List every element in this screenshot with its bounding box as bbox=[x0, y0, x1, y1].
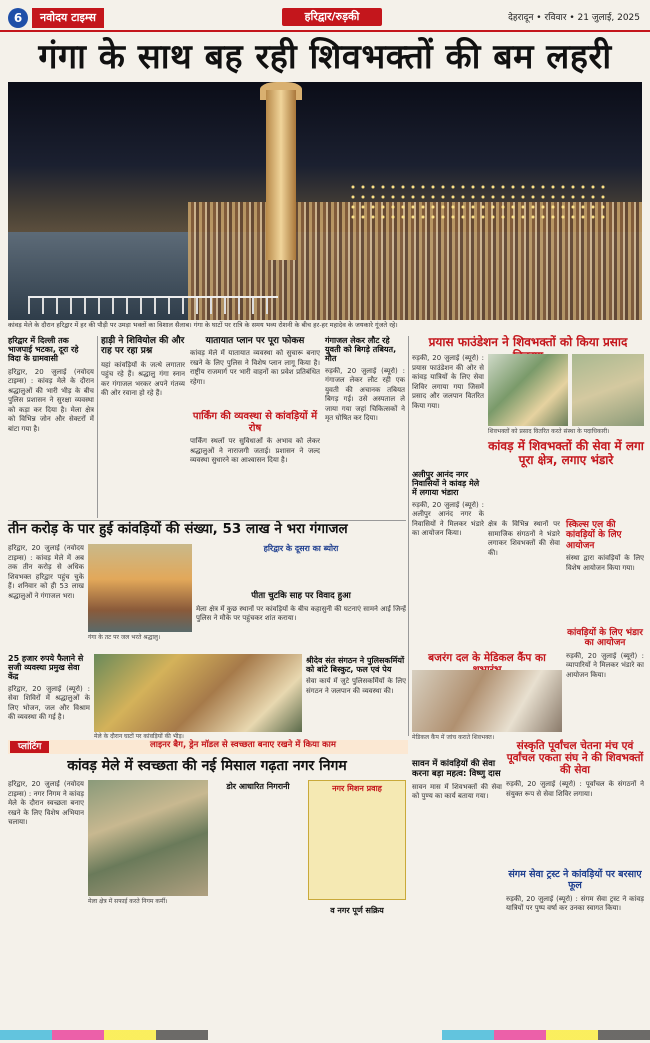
section-tag: हरिद्वार/रुड़की bbox=[282, 8, 382, 26]
sidebar-box bbox=[308, 780, 406, 900]
clock-tower bbox=[266, 90, 296, 260]
article-headline: कांवड़ मेले में स्वच्छता की नई मिसाल गढ़ता नगर निगम bbox=[67, 758, 347, 774]
photo-devotees-river bbox=[88, 544, 192, 632]
photo-caption: शिवभक्तों को प्रसाद वितरित करते संस्था के पदाधिकारी। bbox=[488, 428, 610, 435]
section-rule bbox=[8, 520, 406, 521]
article-a7 bbox=[8, 654, 90, 743]
article-headline: 25 हजार रुपये फैलाने से सजी व्यवस्था प्रमुख सेवा केंद्र bbox=[8, 654, 84, 682]
article-headline: प्रयास फाउंडेशन ने शिवभक्तों को किया प्रसाद bbox=[428, 335, 628, 349]
article-body: यहां कांवड़ियों के जत्थे लगातार पहुंच रहे हैं। श्रद्धालु गंगा स्नान कर गंगाजल भरकर अपने गंतव्य की ओर रवाना हो रहे हैं। bbox=[101, 360, 185, 398]
article-body: हरिद्वार, 20 जुलाई (ब्यूरो) : सेवा शिविरों में श्रद्धालुओं के लिए भोजन, जल और विश्राम की व्यवस्था की गई है। bbox=[8, 684, 90, 722]
article-headline: संस्कृति पूर्वांचल चेतना मंच एवं पूर्वांचल एकता संघ ने की शिवभक्तों की सेवा bbox=[506, 740, 644, 777]
article-headline: बजरंग दल के मेडिकल कैंप का bbox=[428, 652, 546, 664]
article-headline: श्रीदेव संत संगठन ने पुलिसकर्मियों को बांटे बिस्कुट, फल एवं पेय bbox=[306, 656, 405, 675]
page-number: 6 bbox=[8, 8, 28, 28]
article-a14 bbox=[306, 656, 406, 723]
masthead bbox=[0, 6, 650, 30]
photo-caption: गंगा के तट पर जल भरते श्रद्धालु। bbox=[88, 634, 161, 641]
column-rule bbox=[408, 336, 409, 736]
article-a8-body: रुड़की, 20 जुलाई (ब्यूरो) : प्रयास फाउंडेशन की ओर से कांवड़ यात्रियों के लिए सेवा शिविर लगाया गया जिसमें प्रसाद और जलपान वितरित किया गया। bbox=[412, 354, 484, 410]
article-a15 bbox=[412, 760, 502, 983]
article-headline: गंगाजल लेकर लौट रहे युवती को बिगड़े तबियत, मौत bbox=[325, 336, 397, 364]
article-body: सावन मास में शिवभक्तों की सेवा को पुण्य का कार्य बताया गया। bbox=[412, 782, 502, 801]
print-registration-marks bbox=[0, 1030, 650, 1040]
article-headline: यातायात प्लान पर पूरा फोकस bbox=[205, 336, 305, 346]
article-headline: कांवड़ में शिवभक्तों की सेवा में लगा पूरा क्षेत्र, लगाए भंडारे bbox=[488, 439, 644, 467]
article-a3 bbox=[190, 336, 320, 497]
photo-prasad-distribution bbox=[488, 354, 568, 426]
article-body: हरिद्वार, 20 जुलाई (नवोदय टाइम्स) : कांवड़ मेले के दौरान श्रद्धालुओं की भारी भीड़ के बीच पुलिस प्रशासन ने सुरक्षा व्यवस्था को कड़ा कर दिया है। मेला क्षेत्र को विभिन्न जोन और सेक्टरों में बांटा गया है। bbox=[8, 367, 94, 433]
photo-medical-camp bbox=[412, 670, 562, 732]
dateline: देहरादून • रविवार • 21 जुलाई, 2025 bbox=[508, 13, 640, 23]
article-a18-body: हरिद्वार, 20 जुलाई (नवोदय टाइम्स) : नगर निगम ने कांवड़ मेले के दौरान स्वच्छता बनाए रखने के लिए विशेष अभियान चलाया। bbox=[8, 780, 84, 826]
article-body: रुड़की, 20 जुलाई (ब्यूरो) : व्यापारियों ने मिलकर भंडारे का आयोजन किया। bbox=[566, 651, 644, 679]
article-subhead: व नगर पूर्ण सक्रिय bbox=[330, 906, 384, 915]
article-a6-sub bbox=[196, 544, 406, 553]
hero-caption: कांवड़ मेले के दौरान हरिद्वार में हर की पौड़ी पर उमड़ा भक्तों का विशाल सैलाब। गंगा के घाटों पर रात्रि के समय भव्य रोशनी के बीच हर-हर महादेव के जयकारे गूंजते रहे। bbox=[8, 321, 398, 329]
article-body-2: पार्किंग स्थलों पर सुविधाओं के अभाव को लेकर श्रद्धालुओं ने नाराजगी जताई। प्रशासन ने जल्द व्यवस्था सुधारने का आश्वासन दिया है। bbox=[190, 437, 320, 465]
hero-photo bbox=[8, 82, 642, 320]
article-headline: स्किल्स एल की कांवड़ियों के लिए आयोजन bbox=[566, 520, 622, 551]
photo-volunteers bbox=[572, 354, 644, 426]
article-a10 bbox=[412, 470, 484, 641]
article-headline: अलीपुर आनंद नगर निवासियों ने कांवड़ मेले में लगाया भंडारा bbox=[412, 470, 480, 498]
article-body: रुड़की, 20 जुलाई (ब्यूरो) : गंगाजल लेकर लौट रही एक युवती की अचानक तबियत बिगड़ गई। उसे अस्पताल ले जाया गया जहां चिकित्सकों ने मृत घोषित कर दिया। bbox=[325, 366, 405, 423]
article-kicker: लाइनर बैग, ड्रेन मॉडल से स्वच्छता बनाए रखने में किया काम bbox=[150, 740, 336, 750]
column-rule bbox=[97, 336, 98, 518]
article-a11 bbox=[566, 520, 644, 634]
bridge bbox=[28, 296, 278, 314]
article-a9-body: क्षेत्र के विभिन्न स्थानों पर सामाजिक संगठनों ने भंडारे लगाकर शिवभक्तों की सेवा की। bbox=[488, 520, 560, 557]
lights bbox=[348, 182, 608, 222]
photo-cleaning-staff bbox=[88, 780, 208, 896]
article-a6b bbox=[196, 592, 406, 645]
masthead-rule bbox=[0, 30, 650, 32]
article-body: सेवा कार्य में जुटे पुलिसकर्मियों के लिए संगठन ने जलपान की व्यवस्था की। bbox=[306, 677, 406, 695]
article-body: कांवड़ मेले में यातायात व्यवस्था को सुचारू बनाए रखने के लिए पुलिस ने विशेष प्लान लागू किया है। राष्ट्रीय राजमार्ग पर भारी वाहनों का प्रवेश प्रतिबंधित रहेगा। bbox=[190, 349, 320, 386]
article-headline: हरिद्वार में दिल्ली तक भाजपाई भटका, दूरा रहे विदा के ग्रामवासी bbox=[8, 336, 79, 364]
photo-caption: मेडिकल कैंप में जांच कराते शिवभक्त। bbox=[412, 734, 495, 741]
article-headline: सावन में कांवड़ियों की सेवा करना बड़ा महत्व: विष्णु दास bbox=[412, 759, 501, 779]
photo-caption: मेला क्षेत्र में सफाई करते निगम कर्मी। bbox=[88, 898, 168, 905]
photo-caption: मेले के दौरान घाटों पर कांवड़ियों की भीड़। bbox=[94, 733, 184, 740]
article-headline: तीन करोड़ के पार हुई कांवड़ियों की संख्या, 53 लाख ने भरा गंगाजल bbox=[8, 521, 348, 537]
article-body: रुड़की, 20 जुलाई (ब्यूरो) : पूर्वांचल के संगठनों ने संयुक्त रूप से सेवा शिविर लगाया। bbox=[506, 780, 644, 798]
article-a18-sub1 bbox=[212, 782, 304, 791]
article-a9 bbox=[488, 440, 644, 468]
article-a1 bbox=[8, 336, 94, 518]
article-subhead: हरिद्वार के दूसरा का ब्योरा bbox=[263, 544, 339, 553]
article-a6-body: हरिद्वार, 20 जुलाई (नवोदय टाइम्स) : कांवड़ मेले में अब तक तीन करोड़ से अधिक शिवभक्त हरिद्वार पहुंच चुके हैं। शनिवार को ही 53 लाख श्रद्धालुओं ने गंगाजल भरा। bbox=[8, 544, 84, 600]
article-headline: पीता चुटकि साह पर विवाद हुआ bbox=[251, 591, 351, 601]
article-body: रुड़की, 20 जुलाई (ब्यूरो) : संगम सेवा ट्रस्ट ने कांवड़ यात्रियों पर पुष्प वर्षा कर उनका स्वागत किया। bbox=[506, 894, 644, 913]
article-a16 bbox=[506, 740, 644, 860]
article-body: रुड़की, 20 जुलाई (ब्यूरो) : अलीपुर आनंद नगर के निवासियों ने मिलकर भंडारे का आयोजन किया। bbox=[412, 500, 484, 538]
article-body: मेला क्षेत्र में कुछ स्थानों पर कांवड़ियों के बीच कहासुनी की घटनाएं सामने आईं जिन्हें पुलिस ने मौके पर पहुंचकर शांत कराया। bbox=[196, 604, 406, 623]
article-headline: हाड़ी ने शिवियोल की और राह पर रहा प्रश्न bbox=[101, 336, 185, 357]
publication-logo: नवोदय टाइम्स bbox=[32, 8, 104, 28]
section-label: प्लांटिंग bbox=[10, 741, 49, 753]
article-headline: कांवड़ियों के लिए भंडार का आयोजन bbox=[567, 628, 643, 649]
article-a18-kicker bbox=[80, 741, 406, 751]
article-body: संस्था द्वारा कांवड़ियों के लिए विशेष आयोजन किया गया। bbox=[566, 554, 644, 572]
main-headline: गंगा के साथ बह रही शिवभक्तों की बम लहरी bbox=[38, 37, 612, 77]
article-a2 bbox=[101, 336, 185, 501]
photo-kanwar-crowd bbox=[94, 654, 302, 732]
article-a18-sub3 bbox=[308, 906, 406, 915]
article-a13 bbox=[566, 628, 644, 742]
sidebar-box-title: नगर मिशन प्रवाह bbox=[332, 784, 382, 793]
article-headline: संगम सेवा ट्रस्ट ने कांवड़ियों पर बरसाए फूल bbox=[508, 869, 642, 891]
article-a18 bbox=[8, 758, 406, 774]
article-headline-2: पार्किंग की व्यवस्था से कांवड़ियों में रोष bbox=[192, 411, 318, 434]
article-a6 bbox=[8, 522, 406, 538]
article-a5 bbox=[325, 336, 405, 507]
article-subhead: डोर आधारित निगरानी bbox=[226, 782, 290, 791]
article-a17 bbox=[506, 870, 644, 1025]
